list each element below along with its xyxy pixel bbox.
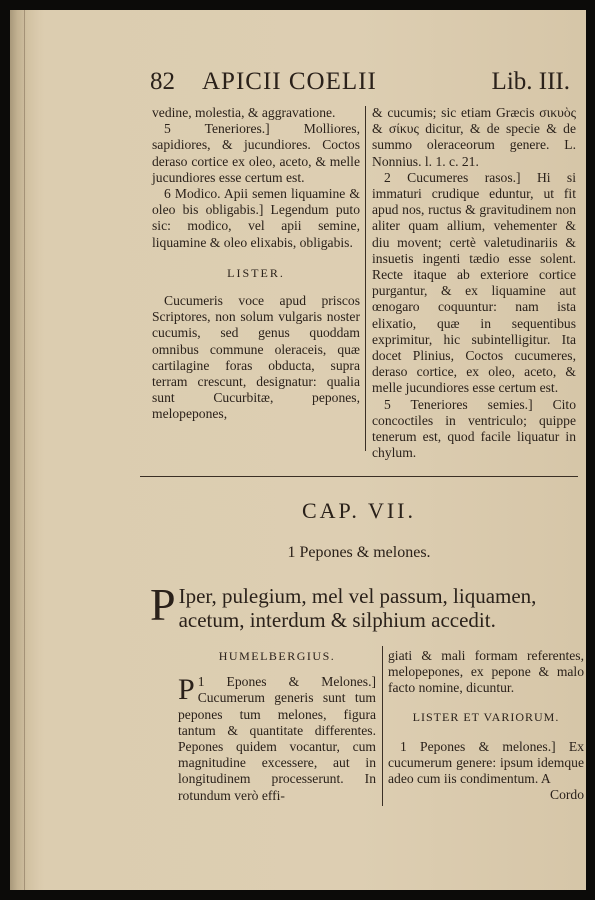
book-page — [10, 10, 586, 890]
recipe-body: Iper, pulegium, mel vel passum, liquamen, acetum, interdum & silphium accedit. — [178, 584, 537, 632]
column-divider — [365, 106, 366, 451]
book-reference: Lib. III. — [491, 68, 570, 95]
right-column-bottom — [388, 648, 584, 804]
catchword: Cordo — [550, 787, 584, 803]
left-column-top — [152, 105, 360, 423]
page-number: 82 — [150, 68, 175, 95]
note-teneriores-semies: 5 Teneriores semies.] Cito concoctiles in ventriculo; quippe tenerum est, quod facile liquatur in chylum. — [372, 396, 576, 461]
note-cucumeres-rasos: 2 Cucumeres rasos.] Hi si immaturi crudique eduntur, ut fit apud nos, ructus & gravitudinem non aliter quam allium, vehementer & diu movent; certè valetudinariis & insuetis ingenti tædio esse solent. Recte itaque ab exteriore cortice purgantur, & ex liquamine aut œnogaro coquuntur: nam ista elixatio, quæ in sequentibus exprimitur, hic subintelligitur. Ita docet Plinius, Coctos cucumeres, deraso cortice, ex oleo, aceto, & melle jucundiores esse certum est. — [372, 169, 576, 396]
chapter-subtitle: 1 Pepones & melones. — [287, 544, 431, 561]
humelbergius-note — [178, 674, 376, 804]
note-initial: P — [178, 673, 195, 707]
section-divider — [140, 476, 578, 477]
lister-heading: LISTER. — [227, 265, 285, 280]
chapter-title: CAP. VII. — [301, 498, 416, 523]
paragraph: vedine, molestia, & aggravatione. — [152, 105, 336, 120]
note-modico: 6 Modico. Apii semen liquamine & oleo bis obligabis.] Legendum puto sic: modico, vel apii semine, liquamine & oleo elixabis, obligabis. — [152, 186, 360, 250]
left-column-bottom — [178, 648, 376, 804]
humelbergius-heading: HUMELBERGIUS. — [218, 649, 336, 663]
lister-variorum-note: 1 Pepones & melones.] Ex cucumerum genere: ipsum idemque adeo cum iis condimentum. A — [388, 738, 584, 787]
page-header — [150, 68, 570, 100]
note-teneriores: 5 Teneriores.] Molliores, sapidiores, & jucundiores. Coctos deraso cortice ex oleo, aceto, & melle jucundiores esse certum est. — [152, 121, 360, 185]
column-divider — [382, 646, 383, 806]
recipe-text — [150, 579, 582, 632]
note-number: 1 — [197, 674, 205, 690]
paragraph: & cucumis; sic etiam Græcis σικυὸς & σίκυς dicitur, & de specie & de summo oleraceorum genere. L. Nonnius. l. 1. c. 21. — [372, 105, 576, 169]
lister-paragraph: Cucumeris voce apud priscos Scriptores, non solum vulgaris noster cucumis, sed genus quoddam omnibus commune oleraceis, quæ cartilagine foras obducta, supra terram crescunt, designatur: qualia sunt Cucurbitæ, pepones, melopepones, — [152, 293, 360, 422]
right-column-top — [372, 105, 576, 461]
lister-variorum-heading: LISTER ET VARIORUM. — [412, 709, 560, 724]
drop-cap: P — [150, 579, 176, 630]
running-title: APICII COELII — [202, 68, 377, 95]
page-gutter — [10, 10, 40, 890]
paragraph: giati & mali formam referentes, melopepones, ex pepone & malo facto nomine, dicuntur. — [388, 648, 584, 696]
note-text: Epones & Melones.] Cucumerum generis sunt tum pepones tum melones, figura tantum & quantitate differentes. Pepones quidem vocantur, cum magnitudine excessere, aut in longitudinem processerunt. In rotundum verò effi- — [178, 674, 376, 803]
